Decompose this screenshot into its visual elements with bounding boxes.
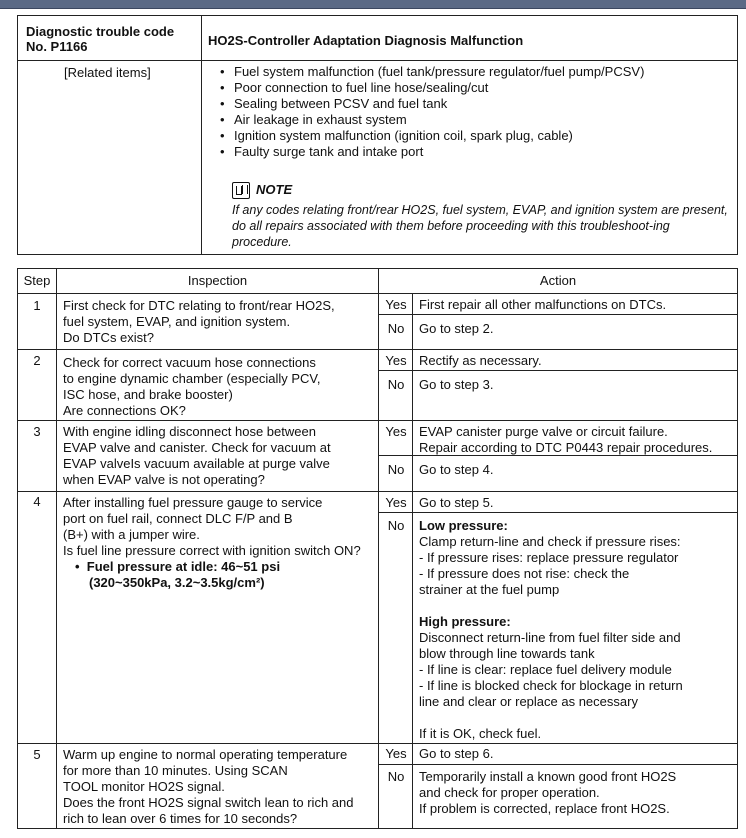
spacer: [419, 710, 735, 726]
list-item: • Poor connection to fuel line hose/sealing/cut: [218, 80, 644, 96]
step-inspection: [63, 298, 381, 346]
action-line: - If line is blocked check for blockage in return: [419, 678, 683, 693]
related-items-list: [218, 64, 644, 160]
low-pressure-title: Low pressure:: [419, 518, 508, 533]
column-header-inspection: Inspection: [187, 273, 248, 289]
step-number: 3: [33, 424, 41, 439]
action-line: strainer at the fuel pump: [419, 582, 560, 597]
row-divider: [18, 420, 737, 421]
spacer: [419, 598, 735, 614]
row-divider: [18, 349, 737, 350]
action-line: Clamp return-line and check if pressure rises:: [419, 534, 681, 549]
yes-no-divider: [378, 370, 737, 371]
row-divider: [18, 491, 737, 492]
column-header-action: Action: [539, 273, 577, 289]
list-item: • Fuel system malfunction (fuel tank/pressure regulator/fuel pump/PCSV): [218, 64, 644, 80]
no-label: No: [387, 377, 405, 392]
column-divider: [56, 269, 57, 828]
related-items-label: [Related items]: [64, 65, 151, 80]
step-number: 5: [33, 747, 41, 762]
list-item: • Sealing between PCSV and fuel tank: [218, 96, 644, 112]
action-line: Go to step 6.: [419, 746, 494, 761]
yes-no-divider: [378, 314, 737, 315]
inspection-line: EVAP valveIs vacuum available at purge valve: [63, 456, 330, 471]
dtc-header-box: [17, 15, 738, 255]
inspection-line: to engine dynamic chamber (especially PCV,: [63, 371, 321, 386]
yes-label: Yes: [385, 746, 407, 761]
action-line: line and clear or replace as necessary: [419, 694, 638, 709]
dtc-title: HO2S-Controller Adaptation Diagnosis Malfunction: [208, 33, 524, 48]
step-inspection: [63, 355, 381, 419]
yes-action: [419, 297, 735, 313]
note-body: If any codes relating front/rear HO2S, fuel system, EVAP, and ignition system are present, do all repairs associated with them before proceeding with this troubleshoot-ing procedure.: [232, 203, 728, 249]
bullet-icon: •: [75, 559, 87, 574]
yes-label: Yes: [385, 297, 407, 312]
inspection-line: port on fuel rail, connect DLC F/P and B: [63, 511, 293, 526]
inspection-line: Is fuel line pressure correct with ignition switch ON?: [63, 543, 361, 558]
dtc-code-number: No. P1166: [26, 39, 88, 54]
yes-action: [419, 746, 735, 762]
no-action: [419, 769, 735, 817]
fuel-pressure-spec: [63, 559, 381, 575]
inspection-line: Are connections OK?: [63, 403, 186, 418]
no-action: [419, 377, 735, 393]
no-label: No: [387, 462, 405, 477]
inspection-line: First check for DTC relating to front/rear HO2S,: [63, 298, 335, 313]
action-line: blow through line towards tank: [419, 646, 595, 661]
step-number: 2: [33, 353, 41, 368]
row-divider: [18, 743, 737, 744]
action-line: and check for proper operation.: [419, 785, 600, 800]
spec-line: (320~350kPa, 3.2~3.5kg/cm²): [89, 575, 265, 590]
yes-label: Yes: [385, 353, 407, 368]
action-line: Disconnect return-line from fuel filter side and: [419, 630, 681, 645]
yes-no-divider: [378, 764, 737, 765]
troubleshooting-table: [17, 268, 738, 829]
no-action: [419, 518, 735, 742]
note-header: [232, 180, 732, 200]
action-line: - If line is clear: replace fuel delivery module: [419, 662, 672, 677]
action-line: Go to step 4.: [419, 462, 494, 477]
yes-label: Yes: [385, 424, 407, 439]
yes-action: [419, 353, 735, 369]
inspection-line: when EVAP valve is not operating?: [63, 472, 265, 487]
inspection-line: EVAP valve and canister. Check for vacuum at: [63, 440, 331, 455]
action-line: EVAP canister purge valve or circuit failure.: [419, 424, 668, 439]
action-line: - If pressure does not rise: check the: [419, 566, 630, 581]
step-inspection: [63, 424, 381, 488]
no-action: [419, 462, 735, 478]
yes-label: Yes: [385, 495, 407, 510]
list-item: • Ignition system malfunction (ignition coil, spark plug, cable): [218, 128, 644, 144]
action-line: If problem is corrected, replace front HO2S.: [419, 801, 670, 816]
inspection-line: TOOL monitor HO2S signal.: [63, 779, 225, 794]
no-label: No: [387, 769, 405, 784]
high-pressure-title: High pressure:: [419, 614, 511, 629]
action-line: If it is OK, check fuel.: [419, 726, 542, 741]
window-top-bar: [0, 0, 746, 9]
inspection-line: (B+) with a jumper wire.: [63, 527, 200, 542]
list-item: • Air leakage in exhaust system: [218, 112, 644, 128]
action-line: Rectify as necessary.: [419, 353, 542, 368]
no-action: [419, 321, 735, 337]
inspection-line: fuel system, EVAP, and ignition system.: [63, 314, 291, 329]
action-line: Go to step 5.: [419, 495, 494, 510]
list-item: • Faulty surge tank and intake port: [218, 144, 644, 160]
step-number: 1: [33, 298, 41, 313]
action-line: Repair according to DTC P0443 repair procedures.: [419, 440, 713, 455]
yes-action: [419, 424, 735, 456]
row-divider: [18, 293, 737, 294]
header-divider: [201, 16, 202, 254]
inspection-line: With engine idling disconnect hose between: [63, 424, 316, 439]
step-inspection: [63, 747, 381, 827]
action-line: First repair all other malfunctions on DTCs.: [419, 297, 667, 312]
book-icon: [232, 182, 250, 199]
dtc-code-label-line1: Diagnostic trouble code: [26, 24, 175, 39]
step-inspection: [63, 495, 381, 591]
inspection-line: Does the front HO2S signal switch lean to rich and: [63, 795, 354, 810]
inspection-line: After installing fuel pressure gauge to service: [63, 495, 323, 510]
action-line: - If pressure rises: replace pressure regulator: [419, 550, 679, 565]
dtc-code-label: [26, 24, 174, 54]
column-header-step: Step: [23, 273, 51, 289]
inspection-line: Warm up engine to normal operating temperature: [63, 747, 348, 762]
note-title: NOTE: [256, 182, 293, 198]
action-line: Go to step 3.: [419, 377, 494, 392]
note-box: [232, 180, 732, 250]
spec-line: Fuel pressure at idle: 46~51 psi: [86, 559, 281, 574]
inspection-line: ISC hose, and brake booster): [63, 387, 233, 402]
inspection-line: rich to lean over 6 times for 10 seconds?: [63, 811, 298, 826]
yes-action: [419, 495, 735, 511]
no-label: No: [387, 321, 405, 336]
no-label: No: [387, 518, 405, 533]
action-line: Temporarily install a known good front HO2S: [419, 769, 677, 784]
inspection-line: Check for correct vacuum hose connections: [63, 355, 316, 370]
step-number: 4: [33, 494, 41, 509]
inspection-line: for more than 10 minutes. Using SCAN: [63, 763, 288, 778]
action-line: Go to step 2.: [419, 321, 494, 336]
yes-no-divider: [378, 512, 737, 513]
inspection-line: Do DTCs exist?: [63, 330, 155, 345]
